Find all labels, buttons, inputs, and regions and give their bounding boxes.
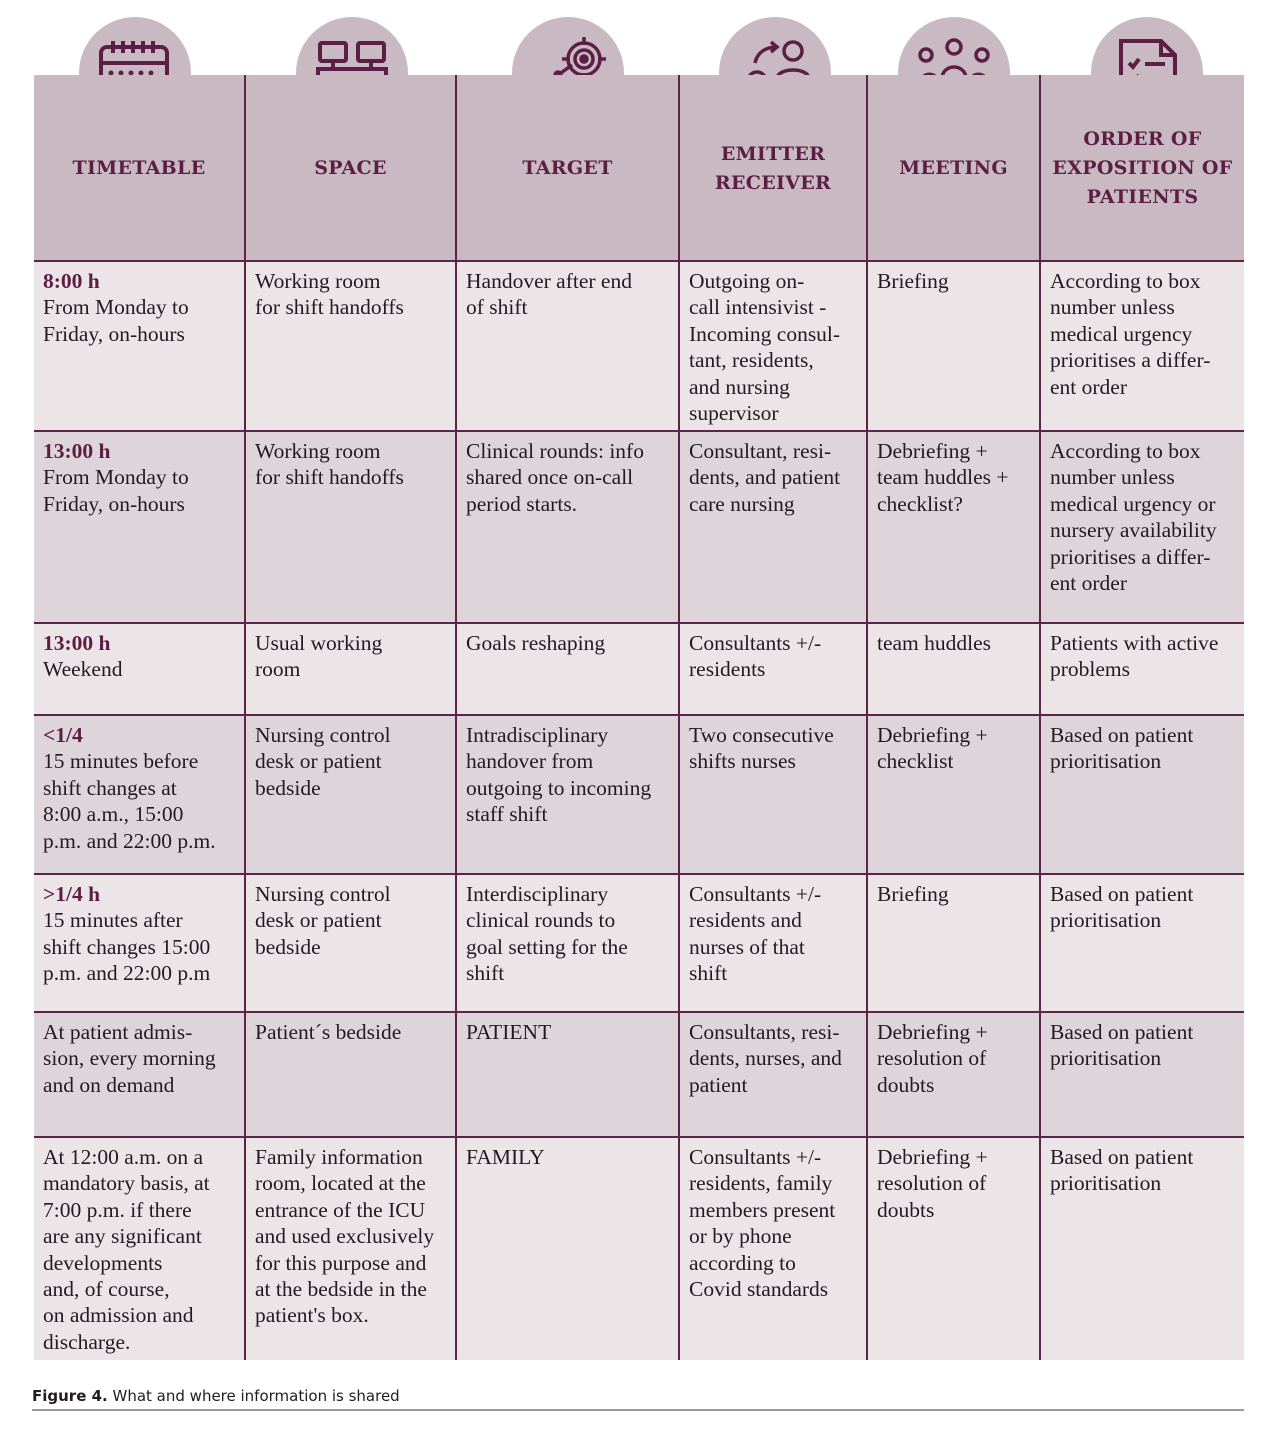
time-title: 8:00 h: [43, 269, 100, 293]
order-cell-text: According to box number unless medical urgency or nursery availability prioritises a differ- ent order: [1050, 439, 1217, 596]
table-header: [34, 75, 1244, 262]
emitter-receiver-cell: [680, 1138, 868, 1360]
target-cell-text: FAMILY: [466, 1145, 545, 1169]
emitter-receiver-cell-text: Two consecutive shifts nurses: [689, 723, 834, 774]
table-row: [34, 432, 1244, 624]
timetable-cell: [34, 875, 246, 1011]
timetable-cell: [34, 1138, 246, 1360]
meeting-cell: [868, 875, 1041, 1011]
target-cell: [457, 875, 680, 1011]
target-cell-text: PATIENT: [466, 1020, 552, 1044]
header-emitter-receiver: EMITTER RECEIVER: [680, 75, 868, 260]
emitter-receiver-cell: [680, 624, 868, 714]
space-cell-text: Nursing control desk or patient bedside: [255, 882, 391, 959]
order-cell-text: Based on patient prioritisation: [1050, 882, 1194, 933]
emitter-receiver-cell-text: Consultant, resi- dents, and patient care nursing: [689, 439, 841, 516]
timetable-cell: [34, 1013, 246, 1136]
target-cell-text: Clinical rounds: info shared once on-call period starts.: [466, 439, 644, 516]
emitter-receiver-cell-text: Outgoing on- call intensivist - Incoming consul- tant, residents, and nursing supervisor: [689, 269, 841, 426]
meeting-cell-text: team huddles: [877, 631, 992, 655]
time-detail: From Monday to Friday, on-hours: [43, 295, 189, 346]
target-cell: [457, 624, 680, 714]
target-cell: [457, 1138, 680, 1360]
time-detail: 15 minutes before shift changes at 8:00 a.m., 15:00 p.m. and 22:00 p.m.: [43, 749, 216, 853]
space-cell-text: Patient´s bedside: [255, 1020, 402, 1044]
meeting-cell-text: Briefing: [877, 269, 949, 293]
timetable-cell: [34, 262, 246, 430]
order-cell: [1041, 1013, 1244, 1136]
timetable-cell: [34, 432, 246, 622]
target-cell: [457, 432, 680, 622]
order-cell-text: According to box number unless medical urgency prioritises a differ- ent order: [1050, 269, 1211, 399]
order-cell: [1041, 716, 1244, 873]
meeting-cell: [868, 716, 1041, 873]
meeting-cell: [868, 1013, 1041, 1136]
table-row: [34, 262, 1244, 432]
space-cell: [246, 716, 457, 873]
table-body: [34, 262, 1244, 1360]
space-cell-text: Working room for shift handoffs: [255, 269, 404, 320]
target-cell: [457, 716, 680, 873]
meeting-cell-text: Debriefing + resolution of doubts: [877, 1145, 988, 1222]
order-cell-text: Patients with active problems: [1050, 631, 1219, 682]
space-cell: [246, 262, 457, 430]
time-detail: Weekend: [43, 657, 123, 682]
target-cell-text: Goals reshaping: [466, 631, 606, 655]
timetable-cell: [34, 624, 246, 714]
time-detail: From Monday to Friday, on-hours: [43, 465, 189, 516]
table-row: [34, 1138, 1244, 1360]
time-title: 13:00 h: [43, 631, 111, 655]
order-cell-text: Based on patient prioritisation: [1050, 723, 1194, 774]
caption-label: Figure 4.: [32, 1387, 108, 1405]
header-target: TARGET: [457, 75, 680, 260]
header-timetable: TIMETABLE: [34, 75, 246, 260]
space-cell-text: Family information room, located at the entrance of the ICU and used exclusively for this purpose and at the bedside in the patient's box.: [255, 1145, 435, 1328]
table-row: [34, 624, 1244, 716]
table-row: [34, 875, 1244, 1013]
order-cell: [1041, 432, 1244, 622]
order-cell: [1041, 1138, 1244, 1360]
icon-strip: [34, 0, 1244, 75]
emitter-receiver-cell: [680, 875, 868, 1011]
emitter-receiver-cell: [680, 262, 868, 430]
emitter-receiver-cell-text: Consultants +/- residents and nurses of that shift: [689, 882, 822, 986]
time-title: <1/4: [43, 723, 83, 747]
target-cell-text: Handover after end of shift: [466, 269, 632, 320]
emitter-receiver-cell: [680, 1013, 868, 1136]
time-title: >1/4 h: [43, 882, 101, 906]
meeting-cell-text: Debriefing + resolution of doubts: [877, 1020, 988, 1097]
emitter-receiver-cell-text: Consultants, resi- dents, nurses, and patient: [689, 1020, 842, 1097]
header-meeting: MEETING: [868, 75, 1041, 260]
meeting-cell: [868, 262, 1041, 430]
table-row: [34, 716, 1244, 875]
header-order: ORDER OF EXPOSITION OF PATIENTS: [1052, 128, 1233, 208]
time-detail: At 12:00 a.m. on a mandatory basis, at 7:00 p.m. if there are any significant developments and, of course, on admission and discharge.: [43, 1145, 210, 1354]
space-cell: [246, 432, 457, 622]
time-title: 13:00 h: [43, 439, 111, 463]
target-cell-text: Intradisciplinary handover from outgoing to incoming staff shift: [466, 723, 652, 827]
caption-text: What and where information is shared: [107, 1387, 400, 1405]
emitter-receiver-cell-text: Consultants +/- residents, family members present or by phone according to Covid standards: [689, 1145, 836, 1302]
timetable-cell: [34, 716, 246, 873]
meeting-cell-text: Debriefing + checklist: [877, 723, 988, 774]
order-cell: [1041, 624, 1244, 714]
order-cell: [1041, 262, 1244, 430]
header-space: SPACE: [246, 75, 457, 260]
space-cell: [246, 1138, 457, 1360]
meeting-cell-text: Briefing: [877, 882, 949, 906]
emitter-receiver-cell: [680, 432, 868, 622]
emitter-receiver-cell-text: Consultants +/- residents: [689, 631, 822, 682]
time-detail: 15 minutes after shift changes 15:00 p.m. and 22:00 p.m: [43, 908, 211, 986]
space-cell: [246, 875, 457, 1011]
target-cell-text: Interdisciplinary clinical rounds to goal setting for the shift: [466, 882, 628, 986]
time-detail: At patient admis- sion, every morning and on demand: [43, 1020, 216, 1097]
figure-caption: [32, 1387, 1244, 1411]
space-cell: [246, 624, 457, 714]
table-row: [34, 1013, 1244, 1138]
emitter-receiver-cell: [680, 716, 868, 873]
space-cell-text: Nursing control desk or patient bedside: [255, 723, 391, 800]
order-cell-text: Based on patient prioritisation: [1050, 1145, 1194, 1196]
meeting-cell: [868, 624, 1041, 714]
space-cell-text: Working room for shift handoffs: [255, 439, 404, 490]
order-cell: [1041, 875, 1244, 1011]
target-cell: [457, 262, 680, 430]
meeting-cell-text: Debriefing + team huddles + checklist?: [877, 439, 1009, 516]
space-cell-text: Usual working room: [255, 631, 383, 682]
order-cell-text: Based on patient prioritisation: [1050, 1020, 1194, 1071]
space-cell: [246, 1013, 457, 1136]
info-sharing-table: [34, 0, 1244, 1360]
target-cell: [457, 1013, 680, 1136]
meeting-cell: [868, 432, 1041, 622]
meeting-cell: [868, 1138, 1041, 1360]
